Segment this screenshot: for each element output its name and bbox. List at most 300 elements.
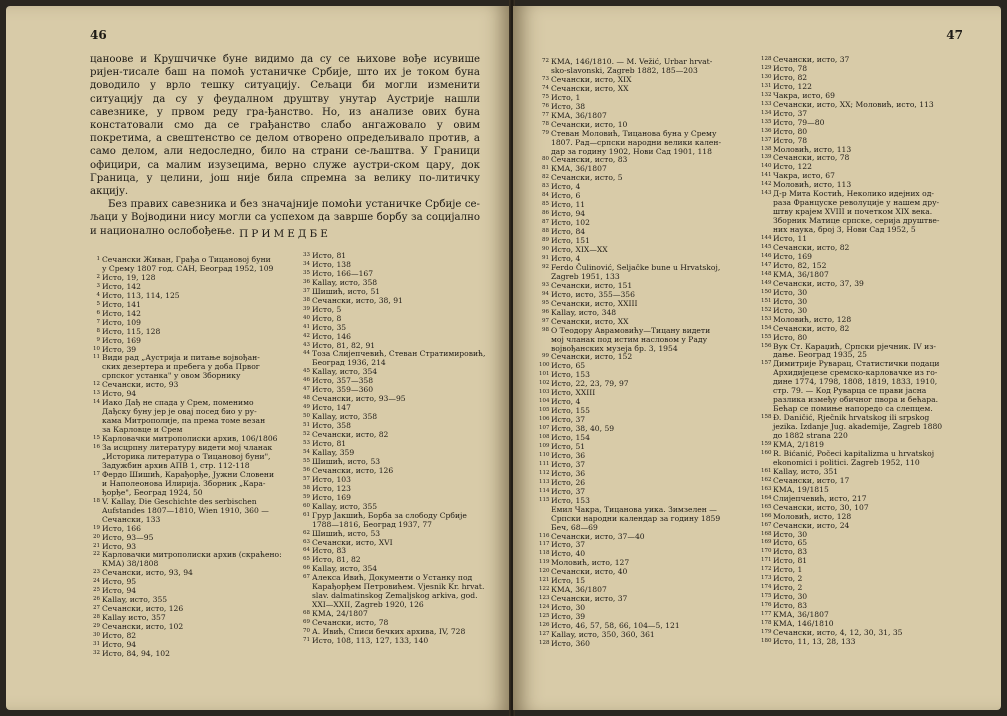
note-number: 148: [761, 270, 772, 277]
note-number: 141: [761, 172, 772, 179]
note-number: 113: [539, 478, 550, 485]
note-text: Исто, 122: [773, 81, 812, 91]
note-text: Беч, 68—69: [551, 522, 598, 532]
note-number: 90: [542, 246, 549, 253]
note-number: 79: [542, 129, 549, 136]
body-text: [90, 53, 480, 238]
note-text: Сечански, исто, XVI: [312, 537, 393, 547]
note-text: Исто, 15: [551, 576, 586, 586]
note-text: jezika. Izdanje Jug. akademije, Zagreb 1880: [773, 422, 943, 432]
note-number: 39: [303, 305, 310, 312]
note-text: Исто, 108, 113, 127, 133, 140: [312, 635, 429, 645]
note-text: Исто, 1: [551, 92, 581, 102]
note-text: Исто, 11: [551, 200, 586, 210]
note-text: раза Француске револуције у нашем дру-: [773, 198, 940, 208]
note-text: R. Bićanić, Počeci kapitalizma u hrvatskoj: [773, 448, 935, 458]
note-number: 25: [93, 587, 100, 594]
note-text: Исто, 169: [312, 492, 351, 502]
note-number: 30: [93, 632, 100, 639]
note-text: Исто, 36: [551, 468, 586, 478]
notes-heading: ПРИМЕДБЕ: [239, 228, 331, 240]
note-number: 63: [303, 538, 310, 545]
note-text: војвођанских музеја бр. 3, 1954: [551, 343, 678, 353]
note-number: 8: [96, 327, 100, 334]
note-number: 5: [96, 300, 100, 307]
note-number: 149: [761, 279, 772, 286]
notes-column: [761, 55, 985, 647]
note-number: 83: [542, 183, 549, 190]
note-text: Емил Чакра, Тицанова уика. Зимзелен —: [551, 504, 717, 514]
note-text: Исто, 93: [102, 541, 137, 551]
note-text: Сечански, исто, 37: [551, 594, 628, 604]
note-number: 24: [93, 578, 100, 585]
note-text: КМА, 36/1807: [551, 585, 607, 595]
note-number: 138: [761, 145, 772, 152]
note-line: [94, 650, 294, 659]
note-text: Kallay, исто, 358: [312, 412, 378, 422]
note-text: Сечански, исто, 93: [102, 380, 179, 390]
note-number: 170: [761, 548, 772, 555]
note-number: 107: [539, 425, 550, 432]
note-number: 173: [761, 575, 772, 582]
note-number: 144: [761, 235, 772, 242]
note-text: Исто, 81: [312, 251, 347, 260]
note-number: 4: [96, 291, 100, 298]
note-number: 72: [542, 58, 549, 64]
note-number: 57: [303, 475, 310, 482]
notes-column: [304, 252, 509, 646]
note-text: Исто, 141: [102, 299, 141, 309]
note-text: дање. Београд 1935, 25: [773, 350, 867, 360]
note-text: Исто, 22, 23, 79, 97: [551, 379, 629, 389]
page-number: 46: [90, 28, 107, 42]
note-text: Исто, 109: [102, 317, 141, 327]
note-number: 97: [542, 317, 549, 324]
note-line: [304, 637, 509, 646]
note-text: Сечански, исто, XX: [551, 83, 629, 93]
note-number: 118: [539, 550, 550, 557]
note-number: 101: [539, 371, 550, 378]
note-text: Сечански, исто, 82: [773, 323, 850, 333]
note-text: Исто, 79—80: [773, 117, 825, 127]
note-number: 58: [303, 484, 310, 491]
note-text: Исто, 78: [773, 63, 808, 73]
note-number: 143: [761, 190, 772, 197]
note-text: Сечански, исто, 37, 39: [773, 278, 864, 288]
note-text: Исто, 4: [551, 397, 581, 407]
note-number: 15: [93, 435, 100, 442]
note-text: Сечански, исто, 5: [551, 173, 623, 183]
note-number: 40: [303, 314, 310, 321]
note-text: Исто, 103: [312, 474, 351, 484]
note-number: 62: [303, 529, 310, 536]
note-text: Исто, 2: [773, 574, 803, 584]
note-text: Карловачки митрополиски архив, 106/1806: [102, 434, 278, 444]
note-number: 147: [761, 261, 772, 268]
note-number: 61: [303, 511, 310, 518]
note-text: Сечански, исто, 93, 94: [102, 568, 193, 578]
note-line: [539, 638, 753, 649]
note-number: 66: [303, 565, 310, 572]
note-text: Зборник Матице српске, серија друштве-: [773, 216, 940, 226]
note-number: 178: [761, 620, 772, 627]
note-number: 47: [303, 386, 310, 393]
left-page: [6, 6, 511, 710]
note-text: Исто, 6: [551, 191, 581, 201]
note-text: КМА, 146/1810. — M. Vežić, Urbar hrvat-: [551, 57, 713, 66]
note-number: 88: [542, 228, 549, 235]
note-text: Исто, XXIII: [551, 388, 596, 398]
note-number: 98: [542, 326, 549, 333]
note-number: 42: [303, 332, 310, 339]
note-text: Вук Ст. Караџић, Српски рјечник. IV из-: [773, 341, 936, 351]
note-number: 29: [93, 623, 100, 630]
note-number: 119: [539, 559, 550, 566]
note-number: 152: [761, 306, 772, 313]
note-number: 27: [93, 605, 100, 612]
note-number: 123: [539, 595, 550, 602]
note-number: 85: [542, 201, 549, 208]
note-number: 159: [761, 440, 772, 447]
note-number: 163: [761, 485, 772, 492]
note-text: Архидијецезе сремско-карловачке из го-: [773, 368, 938, 378]
note-text: Српски народни календар за годину 1859: [551, 513, 721, 523]
note-text: Исто, 154: [551, 433, 590, 443]
note-text: Грур Јакшић, Борба за слободу Србије: [312, 510, 467, 520]
note-text: ских дезертера и пребега у доба Првог: [102, 362, 260, 372]
note-number: 156: [761, 342, 772, 349]
note-text: Исто, 169: [102, 335, 141, 345]
note-text: Слијепчевић, исто, 217: [773, 493, 867, 503]
note-text: Сечански, исто, 126: [102, 604, 184, 614]
note-text: Исто, 4: [551, 182, 581, 192]
note-text: Чакра, исто, 69: [773, 90, 835, 100]
note-text: Исто, 82: [102, 631, 137, 641]
note-text: Исто, 123: [312, 483, 351, 493]
note-text: Đ. Daničić, Rječnik hrvatskog ili srpskog: [773, 413, 930, 423]
note-text: Сечански, исто, 82: [312, 430, 389, 440]
note-number: 38: [303, 296, 310, 303]
note-number: 167: [761, 521, 772, 528]
note-text: Сечански, исто, 126: [312, 465, 394, 475]
note-text: Сечански, исто, 151: [551, 280, 633, 290]
note-number: 55: [303, 457, 310, 464]
note-number: 172: [761, 566, 772, 573]
note-text: Исто, 153: [551, 495, 590, 505]
note-text: Исто, 40: [551, 549, 586, 559]
note-text: Сечански, исто, XX: [551, 316, 629, 326]
note-text: Сечански, исто, 4, 12, 30, 31, 35: [773, 628, 903, 637]
note-text: Исто, 84, 94, 102: [102, 648, 170, 658]
note-text: Исто, 94: [551, 209, 586, 219]
note-text: до 1882 strana 220: [773, 431, 848, 441]
note-text: Исто, 81, 82: [312, 555, 361, 565]
note-number: 6: [96, 309, 100, 316]
note-text: Исто, 360: [551, 638, 590, 648]
note-text: Исто, 37: [773, 108, 808, 118]
note-text: Исто, 94: [102, 639, 137, 649]
note-text: Тоза Слијепчевић, Стеван Стратимировић,: [312, 349, 486, 359]
note-text: Моловић, исто, 113: [773, 144, 852, 154]
note-text: Сечански, исто, 152: [551, 352, 633, 362]
note-text: Исто, 65: [773, 538, 808, 548]
note-number: 33: [303, 252, 310, 258]
note-number: 110: [539, 451, 550, 458]
note-number: 31: [93, 640, 100, 647]
note-text: Сечански, исто, XIX: [551, 74, 632, 84]
note-text: Исто, 37: [551, 459, 586, 469]
note-number: 78: [542, 120, 549, 127]
note-text: КМА, 19/1815: [773, 484, 829, 494]
note-text: Карађорђем Петровићем. Vjesnik Kr. hrvat.: [312, 582, 485, 592]
note-number: 26: [93, 596, 100, 603]
note-number: 133: [761, 100, 772, 107]
note-text: кама Митрополије, па према томе везан: [102, 416, 266, 426]
note-number: 145: [761, 244, 772, 251]
note-text: српског устанка" у овом Зборнику: [102, 371, 241, 381]
note-number: 68: [303, 610, 310, 617]
note-number: 81: [542, 165, 549, 172]
note-number: 45: [303, 368, 310, 375]
note-number: 34: [303, 260, 310, 267]
note-text: Исто, 38, 40, 59: [551, 424, 615, 434]
note-text: Kallay, исто, 354: [312, 564, 378, 574]
note-number: 128: [539, 639, 550, 646]
note-text: Исто, 46, 57, 58, 66, 104—5, 121: [551, 621, 680, 631]
note-text: Исто, 2: [773, 583, 803, 593]
note-number: 120: [539, 568, 550, 575]
note-text: 1807. Рад—српски народни велики кален-: [551, 137, 722, 147]
note-text: Kallay, исто, 354: [312, 367, 378, 377]
note-text: Kallay, исто, 355: [102, 595, 168, 605]
note-number: 117: [539, 541, 550, 548]
note-number: 153: [761, 315, 772, 322]
note-text: Исто, 147: [312, 403, 351, 413]
note-text: Исто, 51: [551, 441, 586, 451]
note-number: 13: [93, 390, 100, 397]
note-text: Исто, 11: [773, 234, 808, 244]
note-text: Шишић, исто, 53: [312, 528, 381, 538]
note-text: Исто, 30: [773, 592, 808, 602]
note-number: 46: [303, 377, 310, 384]
note-number: 114: [539, 487, 550, 494]
note-number: 151: [761, 297, 772, 304]
note-text: Исто, 1: [773, 565, 803, 575]
note-text: Иако Дађ не спада у Срем, поменимо: [102, 398, 254, 408]
note-text: А. Ивић, Спиcи бечких архива, IV, 728: [312, 627, 466, 637]
right-page: [513, 6, 1001, 710]
note-text: Исто, 142: [102, 281, 141, 291]
note-text: Исто, 94: [102, 586, 137, 596]
note-text: Сечански, исто, XX; Моловић, исто, 113: [773, 99, 934, 109]
note-text: Сечански, исто, 83: [551, 155, 628, 165]
note-text: мој чланак под истим насловом у Раду: [551, 334, 708, 344]
note-number: 22: [93, 551, 100, 558]
note-number: 177: [761, 611, 772, 618]
note-number: 84: [542, 192, 549, 199]
note-text: Исто, 155: [551, 406, 590, 416]
note-text: Исто, 94: [102, 389, 137, 399]
note-number: 67: [303, 574, 310, 581]
note-number: 21: [93, 542, 100, 549]
note-number: 17: [93, 470, 100, 477]
note-text: Исто, 357—358: [312, 376, 374, 386]
page-number: 47: [946, 28, 963, 42]
note-number: 82: [542, 174, 549, 181]
note-number: 150: [761, 288, 772, 295]
note-text: штву крајем XVIII и почетком XIX века.: [773, 207, 933, 217]
note-text: ekonomici i politici. Zagreb 1952, 110: [773, 457, 920, 467]
note-text: Исто, 359—360: [312, 385, 374, 395]
note-text: Исто, 30: [551, 603, 586, 613]
note-number: 20: [93, 533, 100, 540]
note-number: 154: [761, 324, 772, 331]
note-number: 16: [93, 444, 100, 451]
note-text: Сечански, исто, 37—40: [551, 531, 645, 541]
note-text: Карловачки митрополиски архив (скраћено:: [102, 550, 282, 560]
note-text: Сечански, исто, 37: [773, 55, 850, 64]
note-number: 125: [539, 613, 550, 620]
note-text: Чакра, исто, 67: [773, 171, 835, 181]
note-text: Шишић, исто, 53: [312, 456, 381, 466]
note-number: 165: [761, 503, 772, 510]
note-text: Исто, 65: [551, 361, 586, 371]
note-number: 134: [761, 109, 772, 116]
note-number: 7: [96, 318, 100, 325]
note-text: Д-р Мита Костић, Неколико идејних од-: [773, 189, 934, 199]
note-number: 56: [303, 466, 310, 473]
note-number: 23: [93, 569, 100, 576]
note-number: 161: [761, 467, 772, 474]
note-text: Исто, 153: [551, 370, 590, 380]
note-text: Исто, 19, 128: [102, 272, 156, 282]
note-text: Исто, 11, 13, 28, 133: [773, 636, 856, 646]
note-text: Бећар се помиње напоредо са слепцем.: [773, 404, 933, 414]
note-number: 54: [303, 448, 310, 455]
note-number: 95: [542, 299, 549, 306]
note-text: Исто, 78: [773, 135, 808, 145]
note-number: 108: [539, 434, 550, 441]
note-number: 109: [539, 442, 550, 449]
note-text: Исто, 83: [773, 547, 808, 557]
note-number: 132: [761, 91, 772, 98]
note-number: 50: [303, 413, 310, 420]
note-text: XXI—XXII, Zagreb 1920, 126: [312, 600, 424, 610]
note-text: Исто, 122: [773, 162, 812, 172]
note-text: sko-slavonski, Zagreb 1882, 185—203: [551, 65, 698, 75]
note-number: 105: [539, 407, 550, 414]
note-text: Сечански, исто, 17: [773, 475, 850, 485]
note-number: 155: [761, 333, 772, 340]
note-text: Исто, 142: [102, 308, 141, 318]
note-text: Сечански, исто, 10: [551, 119, 628, 129]
note-text: КМА, 36/1807: [773, 610, 829, 620]
note-text: Сечански, исто, 40: [551, 567, 628, 577]
note-text: Види рад „Аустрија и питање војвођан-: [102, 353, 260, 363]
note-text: Сечански, исто, 82: [773, 243, 850, 253]
note-text: Исто, 80: [773, 332, 808, 342]
note-number: 160: [761, 449, 772, 456]
note-text: Исто, 37: [551, 540, 586, 550]
note-number: 14: [93, 399, 100, 406]
note-number: 96: [542, 308, 549, 315]
note-text: Моловић, исто, 128: [773, 314, 852, 324]
note-text: КМА, 24/1807: [312, 609, 368, 619]
note-text: 1788—1816, Београд 1937, 77: [312, 519, 432, 529]
note-text: Београд 1936, 214: [312, 358, 386, 368]
note-number: 102: [539, 380, 550, 387]
note-number: 158: [761, 414, 772, 421]
note-text: Дађску буну јер је овај посед био у ру-: [102, 407, 257, 417]
note-text: Исто, 39: [102, 344, 137, 354]
note-text: и Наполеонова Илирија. Зборник „Кара-: [102, 478, 266, 488]
note-number: 60: [303, 502, 310, 509]
note-text: Исто, 81: [312, 439, 347, 449]
note-number: 103: [539, 389, 550, 396]
note-number: 35: [303, 269, 310, 276]
note-number: 48: [303, 395, 310, 402]
note-text: Сечански, исто, XXIII: [551, 298, 638, 308]
note-number: 112: [539, 469, 550, 476]
note-text: КМА, 36/1807: [773, 269, 829, 279]
note-number: 129: [761, 64, 772, 71]
note-text: Исто, 30: [773, 296, 808, 306]
note-text: Исто, 166—167: [312, 268, 374, 278]
note-number: 10: [93, 345, 100, 352]
note-text: Kallay, 359: [312, 447, 355, 457]
note-number: 52: [303, 431, 310, 438]
note-text: Исто, 83: [773, 601, 808, 611]
note-number: 140: [761, 163, 772, 170]
note-text: Исто, 37: [551, 486, 586, 496]
note-number: 122: [539, 586, 550, 593]
note-number: 12: [93, 381, 100, 388]
note-number: 70: [303, 628, 310, 635]
note-number: 49: [303, 404, 310, 411]
note-text: Исто, 4: [551, 253, 581, 263]
note-number: 135: [761, 118, 772, 125]
note-text: Моловић, исто, 113: [773, 180, 852, 190]
note-number: 2: [96, 273, 100, 280]
note-text: Исто, 36: [551, 450, 586, 460]
note-text: Исто, 166: [102, 523, 141, 533]
note-number: 89: [542, 237, 549, 244]
note-number: 91: [542, 254, 549, 261]
note-line: [761, 636, 985, 647]
note-text: Моловић, исто, 128: [773, 511, 852, 521]
note-number: 106: [539, 416, 550, 423]
note-text: дар за годину 1902, Нови Сад 1901, 118: [551, 146, 712, 156]
note-text: Исто, 39: [551, 612, 586, 622]
note-number: 37: [303, 287, 310, 294]
note-text: Сечански, исто, 93—95: [312, 394, 406, 404]
note-number: 9: [96, 336, 100, 343]
note-text: Исто, 358: [312, 421, 351, 431]
note-text: Исто, 83: [312, 546, 347, 556]
note-text: Димитрије Руварац, Статистички подаци: [773, 359, 940, 369]
note-number: 116: [539, 532, 550, 539]
note-number: 104: [539, 398, 550, 405]
note-number: 19: [93, 524, 100, 531]
note-number: 71: [303, 636, 310, 643]
note-text: Исто, 115, 128: [102, 326, 161, 336]
note-text: Kallay, исто, 351: [773, 466, 839, 476]
note-number: 137: [761, 136, 772, 143]
note-text: КМА, 146/1810: [773, 619, 834, 629]
note-text: Исто, 138: [312, 259, 351, 269]
note-number: 139: [761, 154, 772, 161]
note-number: 179: [761, 629, 772, 635]
